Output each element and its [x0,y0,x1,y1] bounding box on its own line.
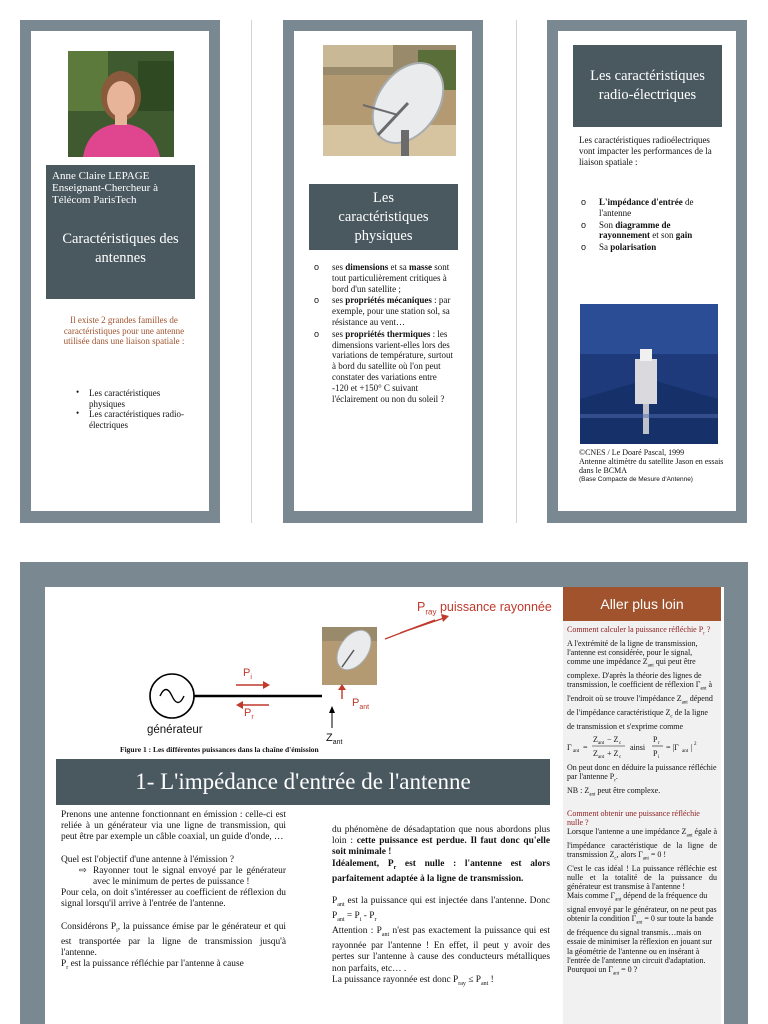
title-block [46,165,195,299]
caption-text: Antenne altimètre du satellite Jason en essais dans le BCMA [579,457,724,475]
panel-title [573,45,722,127]
svg-text:ant: ant [598,740,605,746]
sidebar-question: Comment obtenir une puissance réfléchie nulle ? [567,808,700,827]
section-title [56,759,550,805]
svg-text:Z: Z [593,748,598,758]
svg-text:P: P [653,748,658,758]
caption-copyright: ©CNES / Le Doaré Pascal, 1999 [579,448,685,457]
sidebar-paragraph: C'est le cas idéal ! La puissance réfléchie est nulle et la totalité de la puissance du générateur est transmise à l'antenne ! [567,863,717,892]
list-item: • Les caractéristiques radio-électriques [73,409,198,430]
physical-list [312,262,454,405]
list-item: o Sa polarisation [579,242,723,253]
paragraph: Prenons une antenne fonctionnant en émission : celle-ci est reliée à un générateur via une ligne de transmission, qui peut être par exemple un câble coaxial, un guide d'onde, … [61,810,286,843]
list-item: o ses propriétés mécaniques : par exemple, pour une station sol, sa résistance au vent… [312,295,454,327]
author-name: Anne Claire LEPAGE [52,170,150,182]
sidebar-paragraph: On peut donc en déduire la puissance réfléchie par l'antenne $P_r$. [567,762,717,784]
radio-list [579,197,723,254]
panel-title-text: Les caractéristiques radio-électriques [590,68,705,103]
body-right-column [332,825,550,990]
question: Quel est l'objectif d'une antenne à l'émission ? [61,854,234,865]
sidebar-aller-plus-loin [563,587,721,1024]
svg-text:Γ: Γ [567,742,572,752]
author-role: Enseignant-Chercheur à [52,182,158,194]
intro-text: Il existe 2 grandes familles de caractéristiques pour une antenne utilisée dans une liaison spatiale : [63,315,185,346]
dish-photo [323,45,456,156]
sidebar-paragraph: A l'extrémité de la ligne de transmission, l'antenne est considérée, pour le signal, comme une impédance $Z_{ant}$ qui peut être complexe. D'après la théorie des lignes de transmission, le coefficient de réflexion $\Gamma_{ant}$ à l'endroit où se trouve l'impédance $Z_{ant}$ dépend de l'impédance caractéristique $Z_c$ de la ligne de transmission et s'exprime comme [567,638,713,731]
sidebar-paragraph: NB : $Z_{ant}$ peut être complexe. [567,785,661,798]
svg-text:=: = [583,742,588,752]
figure-caption: Figure 1 : Les différentes puissances dans la chaîne d'émission [120,745,319,754]
list-item: o ses propriétés thermiques : les dimensions varient-elles lors des variations de température, surtout à bord du satellite où l'on peut constater des variations entre -120 et +150° C suivant l'éclairement ou non du soleil ? [312,329,454,405]
arrow-icon: ⇨ [79,865,87,876]
fold-line [251,20,252,523]
sidebar-paragraph: Pourquoi un $\Gamma_{ant} = 0$ ? [567,965,638,977]
list-item: o ses dimensions et sa masse sont tout particulièrement critiques à bord d'un satellite ; [312,262,454,294]
reflection-formula [567,731,717,763]
paragraph: Attention : $P_{ant}$ n'est pas exactement la puissance qui est rayonnée par l'antenne ! En effet, il peut y avoir des pertes sur l'antenne à cause des conducteurs métalliques non parfaits, etc… . [332,926,551,974]
body-left-column [61,810,286,974]
panel3 [558,31,736,511]
sidebar-paragraph: Mais comme $\Gamma_{ant}$ dépend de la fréquence du signal envoyé par le générateur, on ne peut pas obtenir la condition $\Gamma_{ant} = 0$ sur toute la bande de fréquence du signal transmis…mais on essaie de minimiser la réflexion en jouant sur la géométrie de l'antenne ou en insérant à l'entrée de l'antenne un circuit d'adaptation. [567,891,717,965]
paragraph: Pour cela, on doit s'intéresser au coefficient de réflexion du signal lorsqu'il arrive à l'entrée de l'antenne. [61,888,286,910]
generator-label: générateur [147,724,203,736]
author-affiliation: Télécom ParisTech [52,194,137,206]
p-i-label: $P_i$ [243,667,252,682]
paragraph: La puissance rayonnée est donc $P_{ray} \le P_{ant}$ ! [332,974,494,987]
page2 [45,587,724,1024]
panel-title [309,184,458,250]
author-photo [68,51,174,157]
svg-text:ainsi: ainsi [630,742,646,752]
paragraph: Idéalement, $P_r$ est nulle : l'antenne est alors parfaitement adaptée à la ligne de transmission. [332,858,550,884]
paragraph: Considérons $P_i$, la puissance émise par le générateur et qui est transportée par la ligne de transmission jusqu'à l'antenne. [61,921,287,958]
svg-text:c: c [619,754,622,760]
list-item: o Son diagramme de rayonnement et son gain [579,220,723,242]
p-r-label: $P_r$ [244,707,254,722]
answer-item: ⇨ Rayonner tout le signal envoyé par le générateur avec le minimum de pertes de puissance ! [79,865,286,888]
svg-text:+ Z: + Z [607,748,619,758]
panel1 [31,31,209,511]
list-item: • Les caractéristiques physiques [73,388,198,409]
p-ray-label: $P_{ray}$ puissance rayonnée [417,600,552,617]
anechoic-chamber-photo [580,304,718,444]
paragraph: du phénomène de désadaptation que nous abordons plus loin : cette puissance est perdue. Il faut donc qu'elle soit minimale ! [332,825,550,858]
panel-title: Caractéristiques des antennes [62,231,179,266]
svg-text:ant: ant [682,748,689,754]
panel2 [294,31,472,511]
svg-text:c: c [619,740,622,746]
families-list [73,388,198,430]
svg-text:= |Γ: = |Γ [666,742,679,752]
formula-drawing [567,731,717,763]
intro-text: Les caractéristiques radioélectriques vont impacter les performances de la liaison spatiale : [579,135,712,167]
svg-text:ant: ant [598,754,605,760]
sidebar-paragraph: Lorsque l'antenne a une impédance $Z_{ant}$ égale à l'impédance caractéristique de la ligne de transmission $Z_c$, alors $\Gamma_{ant} = 0$ ! [567,827,717,862]
sidebar-title: Aller plus loin [563,587,721,621]
z-ant-label: $Z_{ant}$ [326,732,343,747]
svg-text:− Z: − Z [607,734,619,744]
power-chain-diagram [45,587,560,759]
svg-text:P: P [653,734,658,744]
fold-line [516,20,517,523]
svg-text:Z: Z [593,734,598,744]
sidebar-question: Comment calculer la puissance réfléchie $P_r$ ? [567,625,711,637]
svg-text:i: i [658,754,660,760]
svg-text:r: r [658,740,660,746]
svg-text:2: 2 [694,741,697,747]
panel-title-text: Les caractéristiques physiques [338,189,429,244]
section-title-text: 1- L'impédance d'entrée de l'antenne [135,769,471,794]
paragraph: $P_{ant}$ est la puissance qui est injectée dans l'antenne. Donc $P_{ant} = P_i - P_r$ [332,895,550,923]
caption-note: (Base Compacte de Mesure d'Antenne) [579,476,693,483]
svg-text:|: | [691,742,693,752]
p-ant-label: $P_{ant}$ [352,697,370,712]
list-item: o L'impédance d'entrée de l'antenne [579,197,723,219]
photo-caption [579,448,729,484]
paragraph: $P_r$ est la puissance réfléchie par l'antenne à cause [61,959,244,971]
svg-text:ant: ant [573,748,580,754]
sidebar-content [563,621,721,979]
